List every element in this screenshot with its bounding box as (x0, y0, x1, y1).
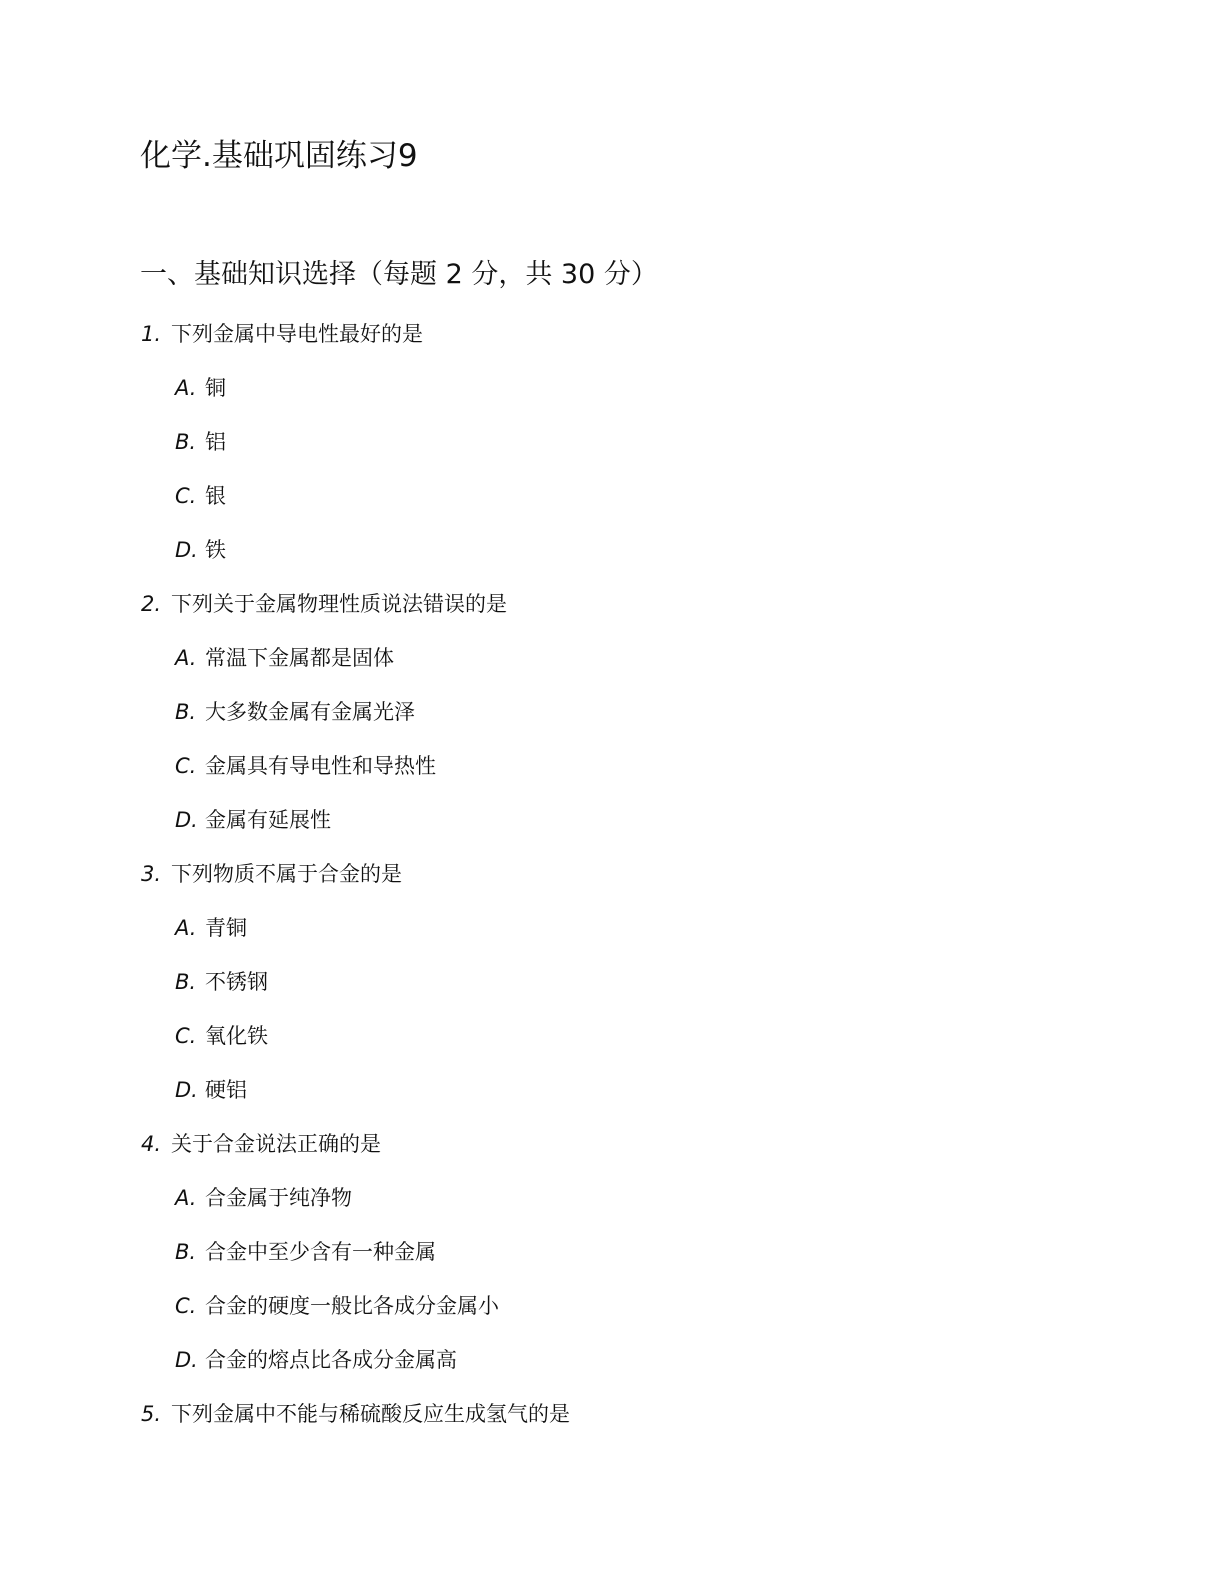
option-letter: D. (175, 1348, 198, 1372)
question-text: 下列物质不属于合金的是 (171, 862, 402, 886)
question-1-option-b (175, 427, 226, 457)
question-2-option-a (175, 643, 394, 673)
option-text: 常温下金属都是固体 (205, 646, 394, 670)
question-4-option-c (175, 1291, 499, 1321)
question-3-option-d (175, 1075, 247, 1105)
option-text: 合金中至少含有一种金属 (205, 1240, 436, 1264)
option-letter: A. (175, 916, 197, 940)
option-text: 青铜 (205, 916, 247, 940)
question-text: 关于合金说法正确的是 (171, 1132, 381, 1156)
question-number: 5. (141, 1402, 162, 1426)
question-4-option-d (175, 1345, 457, 1375)
question-3 (141, 859, 402, 889)
question-3-option-c (175, 1021, 268, 1051)
option-letter: A. (175, 376, 197, 400)
option-letter: D. (175, 1078, 198, 1102)
option-letter: C. (175, 1024, 197, 1048)
option-text: 氧化铁 (205, 1024, 268, 1048)
section-heading: 一、基础知识选择（每题 2 分，共 30 分） (140, 259, 658, 290)
question-5 (141, 1399, 570, 1429)
option-letter: B. (175, 1240, 197, 1264)
question-2-option-b (175, 697, 415, 727)
question-3-option-a (175, 913, 247, 943)
question-text: 下列金属中不能与稀硫酸反应生成氢气的是 (171, 1402, 570, 1426)
document-title: 化学.基础巩固练习9 (140, 138, 418, 174)
question-1-option-c (175, 481, 226, 511)
option-letter: B. (175, 700, 197, 724)
option-text: 铜 (205, 376, 226, 400)
option-text: 大多数金属有金属光泽 (205, 700, 415, 724)
option-text: 合金属于纯净物 (205, 1186, 352, 1210)
option-text: 金属有延展性 (205, 808, 331, 832)
option-text: 硬铝 (205, 1078, 247, 1102)
question-number: 2. (141, 592, 162, 616)
option-text: 金属具有导电性和导热性 (205, 754, 436, 778)
question-text: 下列关于金属物理性质说法错误的是 (171, 592, 507, 616)
option-letter: D. (175, 808, 198, 832)
option-text: 银 (205, 484, 226, 508)
option-text: 铝 (205, 430, 226, 454)
question-2-option-d (175, 805, 331, 835)
option-letter: D. (175, 538, 198, 562)
option-letter: C. (175, 484, 197, 508)
option-text: 合金的硬度一般比各成分金属小 (205, 1294, 499, 1318)
option-letter: A. (175, 646, 197, 670)
question-4 (141, 1129, 381, 1159)
option-text: 不锈钢 (205, 970, 268, 994)
question-2-option-c (175, 751, 436, 781)
option-text: 铁 (205, 538, 226, 562)
question-1 (141, 319, 423, 349)
option-text: 合金的熔点比各成分金属高 (205, 1348, 457, 1372)
option-letter: B. (175, 970, 197, 994)
question-4-option-b (175, 1237, 436, 1267)
question-number: 4. (141, 1132, 162, 1156)
option-letter: B. (175, 430, 197, 454)
question-3-option-b (175, 967, 268, 997)
question-1-option-d (175, 535, 226, 565)
question-number: 1. (141, 322, 162, 346)
option-letter: A. (175, 1186, 197, 1210)
question-number: 3. (141, 862, 162, 886)
question-4-option-a (175, 1183, 352, 1213)
option-letter: C. (175, 1294, 197, 1318)
question-text: 下列金属中导电性最好的是 (171, 322, 423, 346)
question-1-option-a (175, 373, 226, 403)
option-letter: C. (175, 754, 197, 778)
question-2 (141, 589, 507, 619)
